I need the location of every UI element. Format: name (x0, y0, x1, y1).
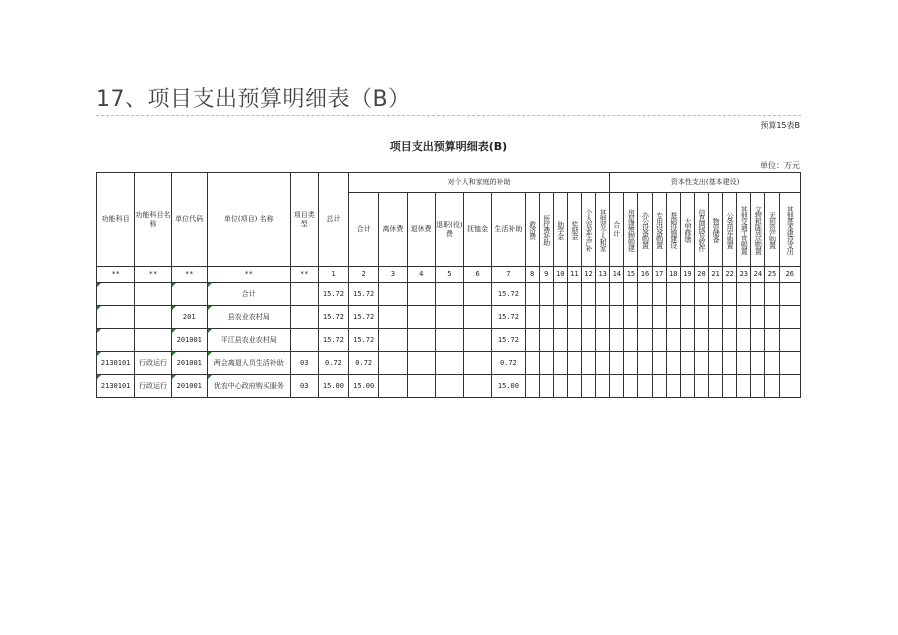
index-cell: 1 (318, 267, 348, 283)
empty-cell (553, 375, 567, 398)
empty-cell (666, 283, 680, 306)
form-number: 预算15表B (760, 121, 800, 130)
header-personal-5: 生活补助 (492, 193, 525, 267)
empty-cell (464, 352, 492, 375)
empty-cell (379, 283, 407, 306)
empty-cell (539, 352, 553, 375)
empty-cell (779, 283, 800, 306)
index-cell: 3 (379, 267, 407, 283)
empty-cell (539, 306, 553, 329)
func-code-cell (97, 329, 135, 352)
empty-cell (539, 329, 553, 352)
empty-cell (610, 352, 624, 375)
empty-cell (779, 306, 800, 329)
empty-cell (652, 352, 666, 375)
header-capital-label: 办公设备购置 (641, 211, 650, 248)
index-cell: 18 (666, 267, 680, 283)
empty-cell (694, 283, 708, 306)
empty-cell (553, 352, 567, 375)
header-capital-label: 合计 (613, 221, 621, 238)
header-unit-name: 单位(项目) 名称 (207, 173, 290, 267)
empty-cell (709, 283, 723, 306)
total-cell: 15.72 (318, 283, 348, 306)
empty-cell (464, 329, 492, 352)
header-capital-label: 无形资产购置 (768, 211, 777, 248)
header-capital-5 (680, 193, 694, 267)
header-personal-4: 抚恤金 (464, 193, 492, 267)
header-personal-vertical-3 (567, 193, 581, 267)
empty-cell (694, 352, 708, 375)
empty-cell (694, 375, 708, 398)
index-cell: 8 (525, 267, 539, 283)
func-name-cell (135, 306, 171, 329)
index-cell: 22 (723, 267, 737, 283)
empty-cell (765, 329, 779, 352)
personal-sum-cell: 15.00 (349, 375, 379, 398)
index-cell: ** (135, 267, 171, 283)
empty-cell (779, 329, 800, 352)
empty-cell (652, 306, 666, 329)
index-cell: 25 (765, 267, 779, 283)
index-cell: 6 (464, 267, 492, 283)
empty-cell (652, 375, 666, 398)
page-heading: 17、项目支出预算明细表（B） (96, 87, 411, 112)
empty-cell (567, 306, 581, 329)
empty-cell (723, 352, 737, 375)
unit-code-cell (171, 283, 207, 306)
empty-cell (610, 329, 624, 352)
index-cell: 2 (349, 267, 379, 283)
empty-cell (751, 329, 765, 352)
empty-cell (624, 283, 638, 306)
empty-cell (624, 352, 638, 375)
empty-cell (407, 283, 435, 306)
empty-cell (751, 306, 765, 329)
header-personal-vertical-label: 其他对个人和家 (599, 208, 608, 251)
empty-cell (751, 352, 765, 375)
empty-cell (723, 329, 737, 352)
unit-code-cell: 201001 (171, 352, 207, 375)
header-personal-vertical-5 (596, 193, 610, 267)
index-cell: 19 (680, 267, 694, 283)
header-personal-0: 合计 (349, 193, 379, 267)
empty-cell (723, 375, 737, 398)
empty-cell (525, 329, 539, 352)
empty-cell (624, 375, 638, 398)
func-code-cell (97, 283, 135, 306)
empty-cell (525, 375, 539, 398)
living-subsidy-cell: 15.00 (492, 375, 525, 398)
index-cell: ** (207, 267, 290, 283)
unit-label: 单位：万元 (760, 161, 800, 170)
header-personal-vertical-label: 助学金 (556, 220, 565, 239)
empty-cell (435, 352, 463, 375)
empty-cell (525, 306, 539, 329)
empty-cell (567, 375, 581, 398)
empty-cell (553, 283, 567, 306)
header-unit-code: 单位代码 (171, 173, 207, 267)
empty-cell (638, 329, 652, 352)
header-capital-1 (624, 193, 638, 267)
index-cell: ** (290, 267, 318, 283)
empty-cell (553, 306, 567, 329)
empty-cell (379, 375, 407, 398)
project-type-cell: 03 (290, 352, 318, 375)
table-row (97, 352, 801, 375)
header-personal-vertical-0 (525, 193, 539, 267)
empty-cell (581, 306, 595, 329)
header-capital-2 (638, 193, 652, 267)
index-cell: 9 (539, 267, 553, 283)
empty-cell (680, 306, 694, 329)
empty-cell (435, 329, 463, 352)
index-cell: 5 (435, 267, 463, 283)
empty-cell (379, 352, 407, 375)
empty-cell (652, 283, 666, 306)
func-code-cell: 2130101 (97, 352, 135, 375)
header-capital-10 (751, 193, 765, 267)
empty-cell (539, 283, 553, 306)
header-capital-label: 基础设施建设 (669, 211, 678, 248)
header-capital-12 (779, 193, 800, 267)
header-capital-label: 物资储备 (712, 217, 721, 242)
total-cell: 15.72 (318, 329, 348, 352)
empty-cell (435, 306, 463, 329)
func-code-cell (97, 306, 135, 329)
empty-cell (638, 375, 652, 398)
personal-sum-cell: 15.72 (349, 306, 379, 329)
header-capital-label: 其他交通工具购置 (740, 205, 749, 254)
index-cell: 4 (407, 267, 435, 283)
empty-cell (581, 329, 595, 352)
empty-cell (464, 283, 492, 306)
divider (96, 115, 801, 116)
header-personal-2: 退休费 (407, 193, 435, 267)
empty-cell (596, 283, 610, 306)
header-personal-vertical-label: 个人农业生产补 (585, 208, 594, 251)
header-capital-8 (723, 193, 737, 267)
func-name-cell (135, 329, 171, 352)
header-capital-11 (765, 193, 779, 267)
empty-cell (709, 352, 723, 375)
empty-cell (610, 375, 624, 398)
unit-name-cell: 两会离退人员生活补助 (207, 352, 290, 375)
func-name-cell (135, 283, 171, 306)
index-cell: 7 (492, 267, 525, 283)
personal-sum-cell: 15.72 (349, 283, 379, 306)
living-subsidy-cell: 15.72 (492, 283, 525, 306)
empty-cell (723, 306, 737, 329)
empty-cell (737, 375, 751, 398)
index-cell: ** (171, 267, 207, 283)
empty-cell (666, 329, 680, 352)
unit-name-cell: 合计 (207, 283, 290, 306)
header-capital-label: 文物和陈列品购置 (754, 205, 763, 254)
empty-cell (581, 283, 595, 306)
empty-cell (709, 329, 723, 352)
empty-cell (751, 375, 765, 398)
project-type-cell: 03 (290, 375, 318, 398)
index-cell: 11 (567, 267, 581, 283)
empty-cell (666, 306, 680, 329)
total-cell: 15.00 (318, 375, 348, 398)
empty-cell (435, 283, 463, 306)
header-group-personal: 对个人和家庭的补助 (349, 173, 610, 193)
empty-cell (596, 329, 610, 352)
empty-cell (596, 375, 610, 398)
table-row (97, 329, 801, 352)
empty-cell (694, 306, 708, 329)
index-cell: 21 (709, 267, 723, 283)
empty-cell (638, 283, 652, 306)
empty-cell (407, 375, 435, 398)
empty-cell (525, 283, 539, 306)
func-name-cell: 行政运行 (135, 375, 171, 398)
empty-cell (751, 283, 765, 306)
empty-cell (765, 352, 779, 375)
living-subsidy-cell: 0.72 (492, 352, 525, 375)
unit-code-cell: 201 (171, 306, 207, 329)
empty-cell (379, 306, 407, 329)
empty-cell (666, 352, 680, 375)
empty-cell (779, 375, 800, 398)
empty-cell (638, 306, 652, 329)
empty-cell (567, 329, 581, 352)
empty-cell (539, 375, 553, 398)
personal-sum-cell: 0.72 (349, 352, 379, 375)
unit-name-cell: 县农业农村局 (207, 306, 290, 329)
unit-code-cell: 201001 (171, 375, 207, 398)
empty-cell (737, 283, 751, 306)
unit-name-cell: 优农中心政府购买服务 (207, 375, 290, 398)
header-capital-7 (709, 193, 723, 267)
header-personal-3: 退职(役)费 (435, 193, 463, 267)
unit-name-cell: 平江县农业农村局 (207, 329, 290, 352)
unit-code-cell: 201001 (171, 329, 207, 352)
index-cell: 12 (581, 267, 595, 283)
table-title: 项目支出预算明细表(B) (389, 140, 508, 153)
empty-cell (379, 329, 407, 352)
index-cell: 17 (652, 267, 666, 283)
empty-cell (765, 306, 779, 329)
header-capital-label: 公务用车购置 (726, 211, 735, 248)
header-capital-label: 专用设备购置 (655, 211, 664, 248)
empty-cell (610, 283, 624, 306)
table-row (97, 306, 801, 329)
header-capital-0 (610, 193, 624, 267)
empty-cell (407, 306, 435, 329)
empty-cell (464, 375, 492, 398)
project-type-cell (290, 329, 318, 352)
empty-cell (435, 375, 463, 398)
empty-cell (709, 375, 723, 398)
empty-cell (765, 375, 779, 398)
empty-cell (765, 283, 779, 306)
header-func-code: 功能科目 (97, 173, 135, 267)
table-row (97, 375, 801, 398)
header-personal-vertical-label: 医疗费补助 (542, 214, 551, 245)
header-personal-vertical-4 (581, 193, 595, 267)
budget-table (96, 172, 801, 398)
header-capital-4 (666, 193, 680, 267)
personal-sum-cell: 15.72 (349, 329, 379, 352)
empty-cell (680, 375, 694, 398)
header-capital-label: 大型修缮 (683, 217, 692, 242)
index-cell: 24 (751, 267, 765, 283)
index-cell: ** (97, 267, 135, 283)
empty-cell (680, 329, 694, 352)
empty-cell (596, 306, 610, 329)
empty-cell (407, 352, 435, 375)
header-capital-6 (694, 193, 708, 267)
index-cell: 13 (596, 267, 610, 283)
empty-cell (666, 375, 680, 398)
empty-cell (464, 306, 492, 329)
living-subsidy-cell: 15.72 (492, 329, 525, 352)
empty-cell (624, 329, 638, 352)
empty-cell (737, 352, 751, 375)
empty-cell (694, 329, 708, 352)
func-name-cell: 行政运行 (135, 352, 171, 375)
empty-cell (680, 352, 694, 375)
empty-cell (610, 306, 624, 329)
empty-cell (596, 352, 610, 375)
total-cell: 15.72 (318, 306, 348, 329)
total-cell: 0.72 (318, 352, 348, 375)
header-capital-label: 信息网络及软件 (697, 208, 706, 251)
living-subsidy-cell: 15.72 (492, 306, 525, 329)
header-personal-vertical-label: 奖励金 (570, 220, 579, 239)
empty-cell (581, 352, 595, 375)
header-personal-vertical-label: 救济费 (528, 220, 537, 239)
empty-cell (680, 283, 694, 306)
empty-cell (567, 283, 581, 306)
header-capital-label: 房屋建筑物购建 (627, 208, 636, 251)
project-type-cell (290, 283, 318, 306)
header-project-type: 项目类型 (290, 173, 318, 267)
empty-cell (638, 352, 652, 375)
index-cell: 14 (610, 267, 624, 283)
index-cell: 20 (694, 267, 708, 283)
empty-cell (737, 329, 751, 352)
empty-cell (624, 306, 638, 329)
header-capital-3 (652, 193, 666, 267)
header-personal-vertical-1 (539, 193, 553, 267)
empty-cell (525, 352, 539, 375)
empty-cell (407, 329, 435, 352)
header-func-name: 功能科目名称 (135, 173, 171, 267)
empty-cell (652, 329, 666, 352)
index-cell: 15 (624, 267, 638, 283)
empty-cell (723, 283, 737, 306)
empty-cell (779, 352, 800, 375)
header-total: 总计 (318, 173, 348, 267)
header-capital-label: 其他基本建设支出 (786, 205, 795, 254)
index-cell: 10 (553, 267, 567, 283)
index-cell: 16 (638, 267, 652, 283)
index-cell: 23 (737, 267, 751, 283)
empty-cell (581, 375, 595, 398)
empty-cell (737, 306, 751, 329)
empty-cell (709, 306, 723, 329)
project-type-cell (290, 306, 318, 329)
index-cell: 26 (779, 267, 800, 283)
table-row (97, 283, 801, 306)
header-personal-vertical-2 (553, 193, 567, 267)
empty-cell (553, 329, 567, 352)
header-capital-9 (737, 193, 751, 267)
header-personal-1: 离休费 (379, 193, 407, 267)
empty-cell (567, 352, 581, 375)
func-code-cell: 2130101 (97, 375, 135, 398)
header-group-capital: 资本性支出(基本建设) (610, 173, 801, 193)
